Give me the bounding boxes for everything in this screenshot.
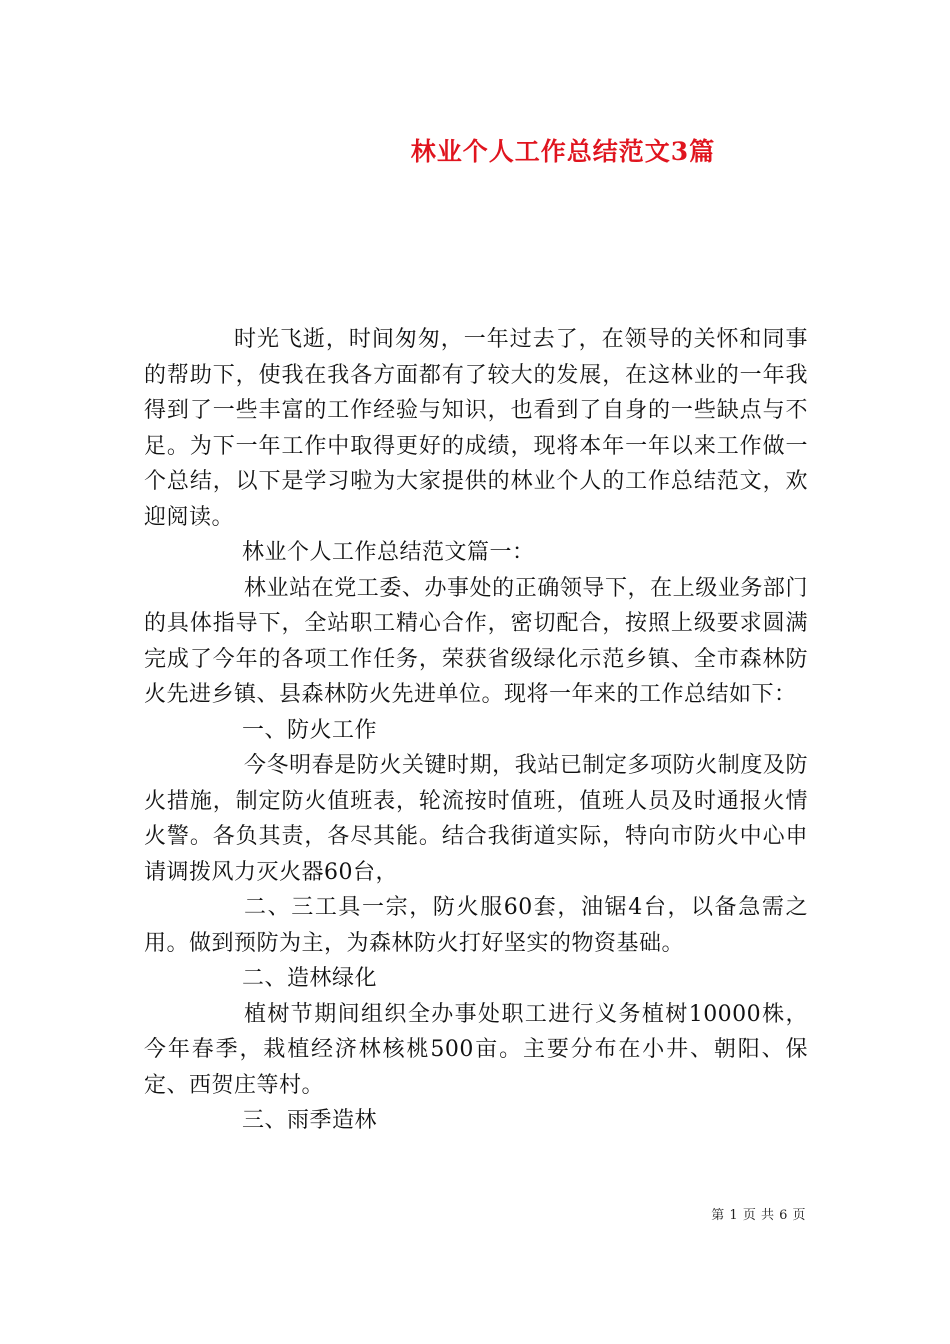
- paragraph-fire-equipment: 二、三工具一宗，防火服60套，油锯4台，以备急需之用。做到预防为主，为森林防火打好坚实的物资基础。: [144, 895, 808, 956]
- document-body: [144, 322, 808, 1139]
- paragraph-afforestation: 植树节期间组织全办事处职工进行义务植树10000株，今年春季，栽植经济林核桃500亩。主要分布在小井、朝阳、保定、西贺庄等村。: [144, 1001, 808, 1098]
- section-heading-article-one: 林业个人工作总结范文篇一：: [242, 540, 535, 565]
- page-number-footer: 第 1 页 共 6 页: [711, 1208, 806, 1223]
- section-heading-rainy-season: 三、雨季造林: [242, 1108, 378, 1133]
- document-title: 林业个人工作总结范文3篇: [410, 137, 716, 166]
- paragraph-intro: 时光飞逝，时间匆匆，一年过去了，在领导的关怀和同事的帮助下，使我在我各方面都有了较大的发展，在这林业的一年我得到了一些丰富的工作经验与知识，也看到了自身的一些缺点与不足。为下一年工作中取得更好的成绩，现将本年一年以来工作做一个总结，以下是学习啦为大家提供的林业个人的工作总结范文，欢迎阅读。: [144, 327, 808, 530]
- section-heading-afforestation: 二、造林绿化: [242, 966, 378, 991]
- paragraph-fire-prevention: 今冬明春是防火关键时期，我站已制定多项防火制度及防火措施，制定防火值班表，轮流按时值班，值班人员及时通报火情火警。各负其责，各尽其能。结合我街道实际，特向市防火中心申请调拨风力灭火器60台，: [144, 753, 808, 885]
- paragraph-summary-intro: 林业站在党工委、办事处的正确领导下，在上级业务部门的具体指导下，全站职工精心合作，密切配合，按照上级要求圆满完成了今年的各项工作任务，荣获省级绿化示范乡镇、全市森林防火先进乡镇、县森林防火先进单位。现将一年来的工作总结如下：: [144, 575, 808, 707]
- section-heading-fire-prevention: 一、防火工作: [242, 717, 378, 743]
